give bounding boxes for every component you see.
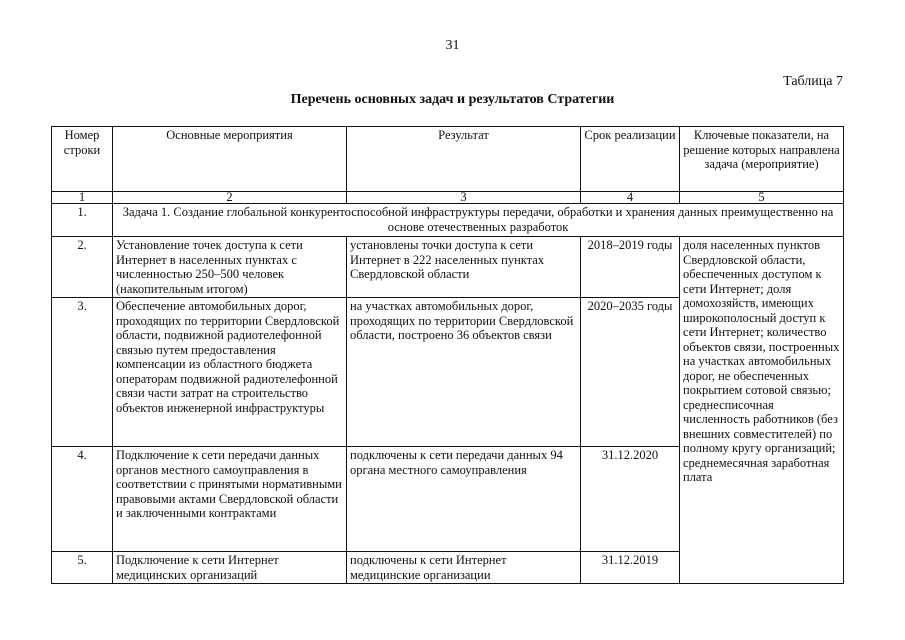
key-indicators-cell: доля населенных пунктов Свердловской области, обеспеченных доступом к сети Интернет; доля домохозяйств, имеющих широкополосный доступ к сети Интернет; количество объектов связи, построенных на участках автомобильных дорог, не обеспеченных покрытием сотовой связью; среднесписочная численность работников (без внешних совместителей) по полному кругу организаций; среднемесячная заработная плата: [680, 237, 844, 584]
row-term: 2018–2019 годы: [581, 237, 680, 298]
column-number: 2: [113, 192, 347, 204]
document-title: Перечень основных задач и результатов Стратегии: [290, 92, 615, 107]
table-header-row: [52, 127, 844, 192]
column-number: 1: [52, 192, 113, 204]
page-number: 31: [445, 38, 460, 53]
row-result: подключены к сети Интернет медицинские организации: [347, 552, 581, 584]
row-activity: Обеспечение автомобильных дорог, проходящих по территории Свердловской области, подвижной радиотелефонной связью путем предоставления компенсации из областного бюджета операторам подвижной радиотелефонной связи части затрат на строительство объектов инженерной инфраструктуры: [113, 298, 347, 447]
task-row-number: 1.: [52, 204, 113, 237]
column-number: 3: [347, 192, 581, 204]
row-number: 2.: [52, 237, 113, 298]
task-row: [52, 204, 844, 237]
row-term: 2020–2035 годы: [581, 298, 680, 447]
header-activities: Основные мероприятия: [113, 127, 347, 192]
row-number: 4.: [52, 447, 113, 552]
row-number: 5.: [52, 552, 113, 584]
table-label: Таблица 7: [783, 74, 843, 89]
row-number: 3.: [52, 298, 113, 447]
task-description: Задача 1. Создание глобальной конкурентоспособной инфраструктуры передачи, обработки и хранения данных преимущественно на основе отечественных разработок: [113, 204, 844, 237]
strategy-tasks-table: [51, 126, 844, 584]
header-result: Результат: [347, 127, 581, 192]
row-activity: Подключение к сети Интернет медицинских организаций: [113, 552, 347, 584]
row-result: установлены точки доступа к сети Интернет в 222 населенных пунктах Свердловской области: [347, 237, 581, 298]
row-result: на участках автомобильных дорог, проходящих по территории Свердловской области, построено 36 объектов связи: [347, 298, 581, 447]
column-numbers-row: [52, 192, 844, 204]
header-row-number: Номер строки: [52, 127, 113, 192]
row-term: 31.12.2019: [581, 552, 680, 584]
row-term: 31.12.2020: [581, 447, 680, 552]
row-activity: Подключение к сети передачи данных органов местного самоуправления в соответствии с принятыми нормативными правовыми актами Свердловской области и заключенными контрактами: [113, 447, 347, 552]
row-result: подключены к сети передачи данных 94 органа местного самоуправления: [347, 447, 581, 552]
row-activity: Установление точек доступа к сети Интернет в населенных пунктах с численностью 250–500 человек (накопительным итогом): [113, 237, 347, 298]
header-key-indicators: Ключевые показатели, на решение которых направлена задача (мероприятие): [680, 127, 844, 192]
table-row: [52, 237, 844, 298]
column-number: 4: [581, 192, 680, 204]
column-number: 5: [680, 192, 844, 204]
header-term: Срок реализации: [581, 127, 680, 192]
